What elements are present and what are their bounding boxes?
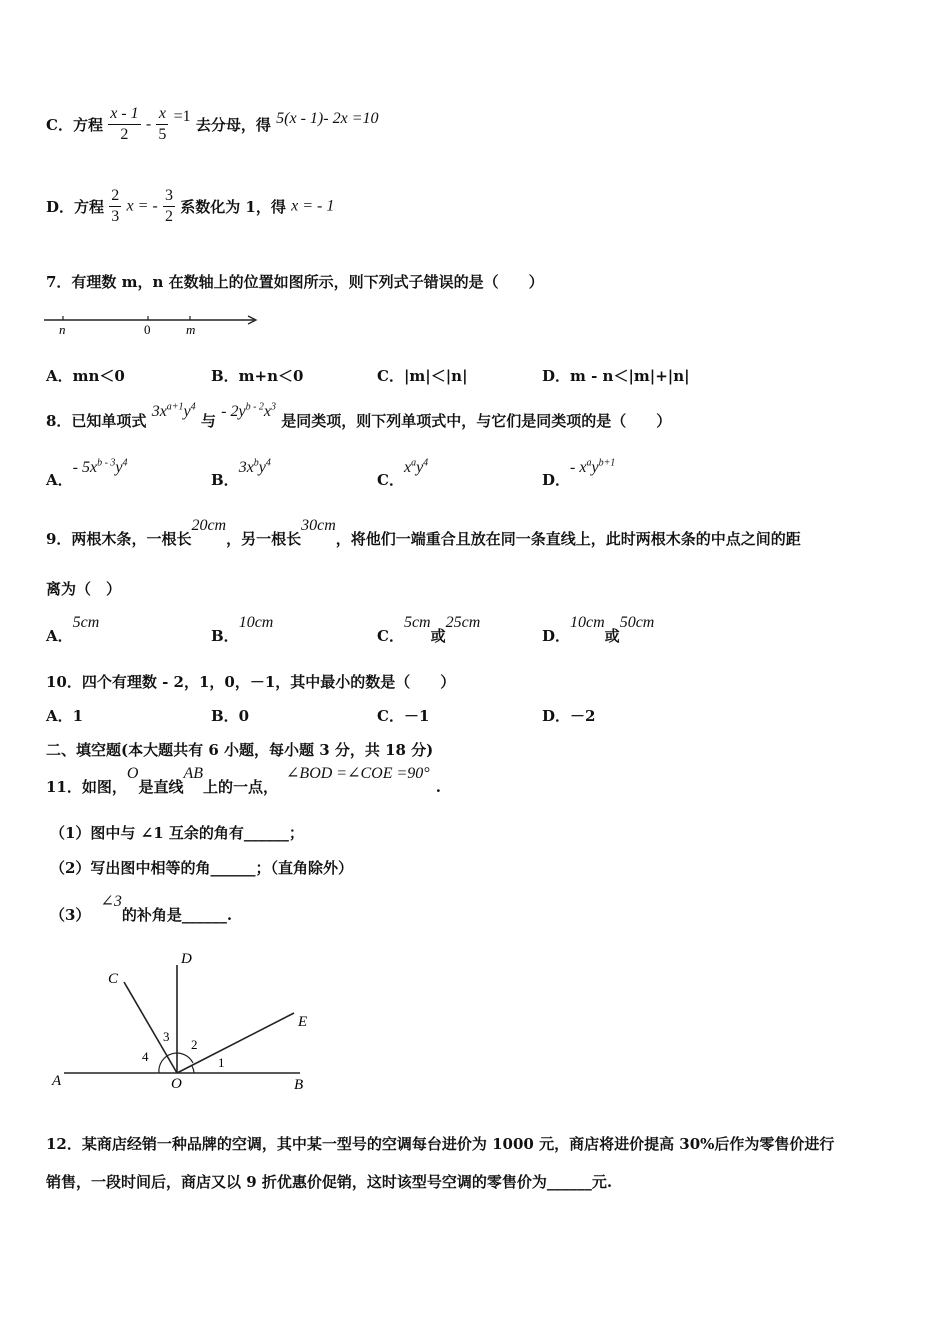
q6-d-fraction-2: $\frac{3}{2}$	[164, 187, 173, 225]
q11-line-ab: AB	[183, 765, 203, 782]
q6-d-fraction-1: $\frac{2}{3}$	[111, 187, 120, 225]
angle-label-1: 1	[218, 1055, 225, 1070]
q7-option-b: B．m+n＜0	[211, 367, 304, 385]
angle-figure	[46, 945, 346, 1095]
q8-option-c: C．$x^ay^4$	[377, 457, 429, 489]
q6-c-fraction-2: $\frac{x}{5}$	[158, 105, 167, 143]
q6-d-result: x = - 1	[291, 197, 335, 215]
angle-3-symbol: ∠3	[100, 893, 122, 910]
q6-option-d	[46, 186, 334, 227]
q8-option-b: B．$3x^by^4$	[211, 457, 271, 489]
section-heading: 二、填空题(本大题共有 6 小题，每小题 3 分，共 18 分)	[46, 741, 434, 759]
angle-label-3: 3	[163, 1029, 170, 1044]
label-d: D	[181, 951, 192, 967]
ray-oc	[124, 982, 177, 1073]
q11-point-o: O	[126, 765, 139, 782]
q10-stem: 10．四个有理数 - 2，1，0，－1，其中最小的数是（ ）	[46, 673, 456, 691]
label-e: E	[298, 1014, 308, 1030]
q8-stem-c: 是同类项，则下列单项式中，与它们是同类项的是（ ）	[281, 412, 672, 430]
q6-c-fraction-1: $\frac{x - 1}{2}$	[110, 105, 139, 143]
q11-stem: 11．如图，O是直线AB上的一点，∠BOD =∠COE =90°.	[46, 765, 441, 796]
q9-option-a: A．5cm	[46, 614, 100, 645]
q8-option-d: D．- $x^ay^{b+1}$	[542, 457, 616, 489]
q11-part-3: （3）∠3的补角是______.	[50, 893, 233, 924]
q9-option-d: D．10cm或50cm	[542, 614, 655, 645]
q9-length-2: 30cm	[301, 517, 336, 534]
q8-option-a: A．- $5x^{b - 3}y^4$	[46, 457, 128, 489]
angle-label-2: 2	[191, 1037, 198, 1052]
q11-part-1: （1）图中与 ∠1 互余的角有______；	[50, 824, 304, 842]
q6-c-minus: -	[145, 115, 152, 133]
q10-option-b: B．0	[211, 707, 250, 725]
number-line	[44, 312, 274, 342]
axis-label-0: 0	[144, 322, 151, 337]
label-a: A	[52, 1073, 62, 1089]
q9-length-1: 20cm	[191, 517, 227, 534]
q11-part-2: （2）写出图中相等的角______；（直角除外）	[50, 859, 353, 877]
q8-term2: - $2y^{b - 2}x^3$	[221, 401, 277, 420]
label-c: C	[108, 971, 119, 987]
q12-line-1: 12．某商店经销一种品牌的空调，其中某一型号的空调每台进价为 1000 元，商店将进价提高 30%后作为零售价进行	[46, 1135, 835, 1153]
q9-stem-cont: 离为（ ）	[46, 580, 122, 598]
q6-d-x: x = -	[126, 197, 158, 215]
q6-c-text: 去分母，得	[195, 116, 271, 134]
q6-d-label: D．方程	[46, 198, 105, 216]
q7-stem: 7．有理数 m，n 在数轴上的位置如图所示，则下列式子错误的是（ ）	[46, 273, 544, 291]
q7-option-c: C．|m|＜|n|	[377, 367, 468, 385]
q6-d-text: 系数化为 1，得	[180, 198, 286, 216]
q9-stem: 9．两根木条，一根长20cm，另一根长30cm，将他们一端重合且放在同一条直线上，此时两根木条的中点之间的距	[46, 517, 801, 548]
q8-stem	[46, 400, 672, 430]
q11-condition: ∠BOD =∠COE =90°	[286, 765, 430, 782]
q8-stem-b: 与	[200, 412, 216, 430]
q6-option-c	[46, 104, 378, 145]
q8-term1: $3x^{a+1}y^4$	[151, 401, 196, 420]
q7-option-a: A．mn＜0	[46, 367, 125, 385]
q9-option-b: B．10cm	[211, 614, 274, 645]
label-b: B	[294, 1077, 304, 1093]
axis-label-m: m	[186, 322, 196, 337]
axis-label-n: n	[59, 322, 66, 337]
q10-option-d: D．－2	[542, 707, 596, 725]
q10-option-a: A．1	[46, 707, 84, 725]
q10-option-c: C．－1	[377, 707, 430, 725]
q9-option-c: C．5cm或25cm	[377, 614, 481, 645]
angle-label-4: 4	[142, 1049, 149, 1064]
q6-c-result: 5(x - 1)- 2x =10	[276, 109, 379, 127]
q6-c-equals: =1	[173, 107, 191, 125]
q12-line-2: 销售，一段时间后，商店又以 9 折优惠价促销，这时该型号空调的零售价为______元.	[46, 1173, 613, 1191]
label-o: O	[171, 1076, 182, 1092]
q6-c-label: C．方程	[46, 116, 103, 134]
q8-stem-a: 8．已知单项式	[46, 412, 147, 430]
q7-option-d: D．m - n＜|m|+|n|	[542, 367, 690, 385]
